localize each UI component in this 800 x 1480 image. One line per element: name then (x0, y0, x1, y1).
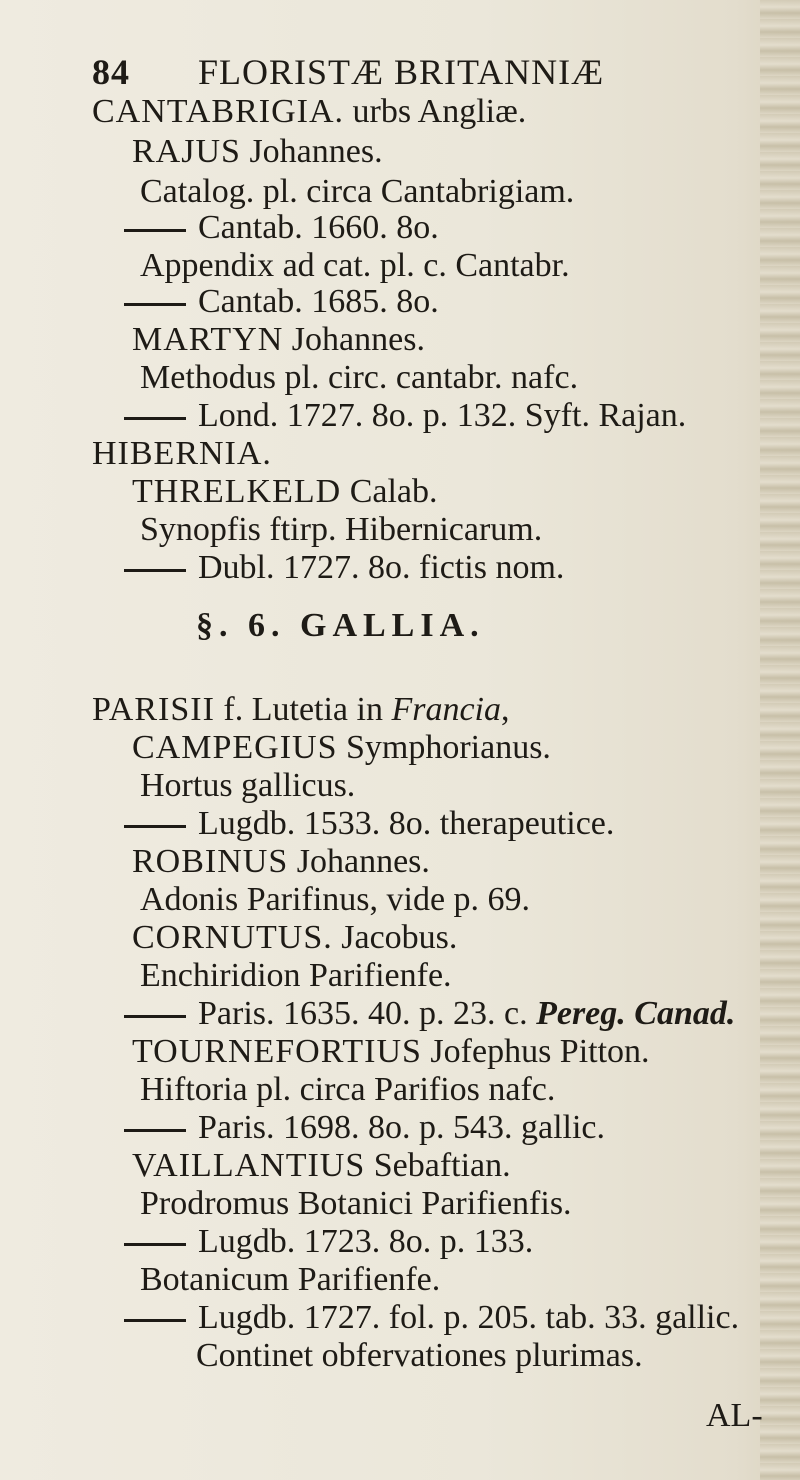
page-edge-decoration (760, 0, 800, 1480)
ditto-dash (124, 417, 186, 420)
section-heading-gallia: §. 6. GALLIA. (196, 607, 485, 644)
imprint-line: Cantab. 1685. 8o. (124, 282, 439, 322)
note-line: Continet obfervationes plurimas. (196, 1337, 643, 1374)
author-threlkeld: THRELKELD Calab. (132, 473, 438, 510)
author-martyn: MARTYN Johannes. (132, 321, 425, 358)
author-cornutus: CORNUTUS. Jacobus. (132, 919, 458, 956)
title-line: Hortus gallicus. (140, 767, 356, 804)
title-line: Hiftoria pl. circa Parifios nafc. (140, 1071, 556, 1108)
page-number: 84 (92, 52, 130, 92)
author-rajus: RAJUS Johannes. (132, 133, 383, 170)
ditto-dash (124, 569, 186, 572)
catchword: AL- (706, 1397, 763, 1434)
imprint-line: Paris. 1635. 40. p. 23. c. Pereg. Canad. (124, 994, 735, 1034)
ditto-dash (124, 1129, 186, 1132)
imprint-line: Lugdb. 1723. 8o. p. 133. (124, 1222, 533, 1262)
imprint-line: Dubl. 1727. 8o. fictis nom. (124, 548, 564, 588)
imprint-line: Lugdb. 1727. fol. p. 205. tab. 33. gallic. (124, 1298, 739, 1338)
ditto-dash (124, 1015, 186, 1018)
author-robinus: ROBINUS Johannes. (132, 843, 430, 880)
title-line: Enchiridion Parifienfe. (140, 957, 452, 994)
imprint-line: Lugdb. 1533. 8o. therapeutice. (124, 804, 614, 844)
ditto-dash (124, 1243, 186, 1246)
author-campegius: CAMPEGIUS Symphorianus. (132, 729, 551, 766)
title-line: Adonis Parifinus, vide p. 69. (140, 881, 531, 918)
entry-hibernia: HIBERNIA. (92, 435, 272, 472)
title-line: Catalog. pl. circa Cantabrigiam. (140, 173, 575, 210)
imprint-line: Cantab. 1660. 8o. (124, 208, 439, 248)
title-line: Synopfis ftirp. Hibernicarum. (140, 511, 543, 548)
ditto-dash (124, 229, 186, 232)
title-line: Methodus pl. circ. cantabr. nafc. (140, 359, 579, 396)
imprint-line: Lond. 1727. 8o. p. 132. Syft. Rajan. (124, 396, 686, 436)
title-line: Botanicum Parifienfe. (140, 1261, 441, 1298)
entry-parisii: PARISII f. Lutetia in Francia, (92, 691, 510, 728)
running-title: FLORISTÆ BRITANNIÆ (198, 52, 605, 92)
author-tournefortius: TOURNEFORTIUS Jofephus Pitton. (132, 1033, 650, 1070)
entry-cantabrigia: CANTABRIGIA. urbs Angliæ. (92, 93, 527, 130)
title-line: Appendix ad cat. pl. c. Cantabr. (140, 247, 570, 284)
author-vaillantius: VAILLANTIUS Sebaftian. (132, 1147, 511, 1184)
running-header (92, 52, 604, 92)
title-line: Prodromus Botanici Parifienfis. (140, 1185, 572, 1222)
ditto-dash (124, 1319, 186, 1322)
ditto-dash (124, 303, 186, 306)
ditto-dash (124, 825, 186, 828)
imprint-line: Paris. 1698. 8o. p. 543. gallic. (124, 1108, 605, 1148)
